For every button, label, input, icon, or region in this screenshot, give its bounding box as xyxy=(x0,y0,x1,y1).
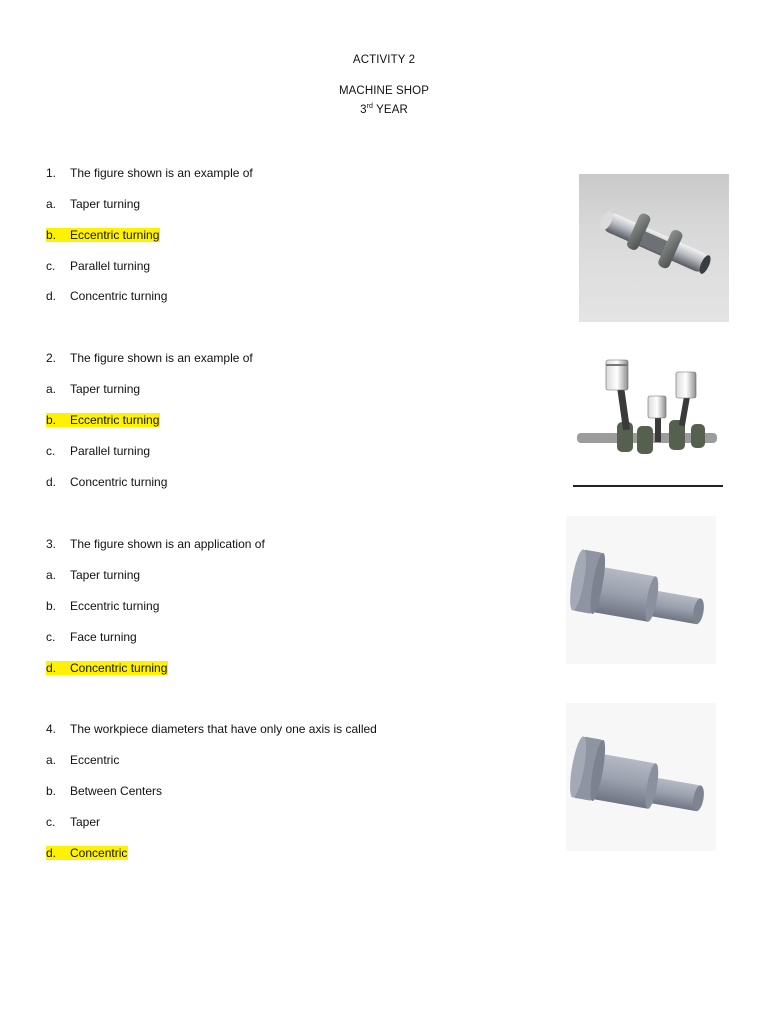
course-name: MACHINE SHOP xyxy=(338,85,430,97)
activity-title: ACTIVITY 2 xyxy=(352,54,416,66)
question-number: 1. xyxy=(46,166,57,180)
option-1a xyxy=(46,196,140,212)
option-letter: d. xyxy=(46,475,57,489)
question-text: The figure shown is an example of xyxy=(70,351,253,365)
option-4a xyxy=(46,752,119,768)
option-2d xyxy=(46,474,167,490)
answer-highlight xyxy=(46,228,160,242)
option-text: Eccentric turning xyxy=(70,413,160,427)
stepped-shaft-image xyxy=(566,703,716,851)
option-letter: a. xyxy=(46,197,57,211)
option-2b-answer xyxy=(46,412,160,428)
option-2a xyxy=(46,381,140,397)
question-2 xyxy=(46,350,253,366)
question-text: The workpiece diameters that have only one axis is called xyxy=(70,722,377,736)
question-number: 4. xyxy=(46,722,57,736)
stepped-shaft-image xyxy=(566,516,716,664)
option-text: Parallel turning xyxy=(70,444,151,458)
option-text: Parallel turning xyxy=(70,259,151,273)
answer-highlight xyxy=(46,413,160,427)
year-word: YEAR xyxy=(373,104,408,116)
stepped-shaft-drawing xyxy=(566,703,716,851)
option-letter: c. xyxy=(46,259,56,273)
option-2c xyxy=(46,443,150,459)
option-letter: d. xyxy=(46,661,57,675)
option-letter: c. xyxy=(46,630,56,644)
option-1d xyxy=(46,288,167,304)
option-letter: a. xyxy=(46,382,57,396)
year-number: 3 xyxy=(360,104,367,116)
option-4c xyxy=(46,814,100,830)
option-3b xyxy=(46,598,159,614)
question-text: The figure shown is an example of xyxy=(70,166,253,180)
option-text: Concentric turning xyxy=(70,475,168,489)
option-letter: b. xyxy=(46,784,57,798)
figure-baseline xyxy=(573,485,723,487)
option-4b xyxy=(46,783,162,799)
option-letter: c. xyxy=(46,444,56,458)
option-text: Concentric turning xyxy=(70,289,168,303)
answer-highlight xyxy=(46,846,128,860)
option-text: Between Centers xyxy=(70,784,163,798)
option-4d-answer xyxy=(46,845,128,861)
option-text: Eccentric xyxy=(70,753,120,767)
course-title xyxy=(0,85,768,97)
option-1b-answer xyxy=(46,227,160,243)
year-suffix: rd xyxy=(366,103,374,110)
option-letter: b. xyxy=(46,228,57,242)
answer-highlight xyxy=(46,661,168,675)
option-letter: c. xyxy=(46,815,56,829)
option-text: Eccentric turning xyxy=(70,599,160,613)
question-3 xyxy=(46,536,265,552)
option-text: Taper turning xyxy=(70,568,141,582)
option-letter: a. xyxy=(46,568,57,582)
piston-crankshaft-drawing xyxy=(573,340,723,488)
option-letter: d. xyxy=(46,846,57,860)
question-text: The figure shown is an application of xyxy=(70,537,265,551)
option-1c xyxy=(46,258,150,274)
stepped-shaft-drawing xyxy=(566,516,716,664)
option-3d-answer xyxy=(46,660,168,676)
option-letter: b. xyxy=(46,413,57,427)
option-3c xyxy=(46,629,137,645)
piston-crankshaft-image xyxy=(573,340,723,488)
camshaft-drawing xyxy=(579,174,729,322)
question-number: 3. xyxy=(46,537,57,551)
question-4 xyxy=(46,721,377,737)
option-letter: a. xyxy=(46,753,57,767)
option-text: Face turning xyxy=(70,630,137,644)
option-text: Taper turning xyxy=(70,197,141,211)
option-text: Taper xyxy=(70,815,101,829)
camshaft-image xyxy=(579,174,729,322)
year-title xyxy=(0,103,768,116)
option-letter: b. xyxy=(46,599,57,613)
option-text: Concentric turning xyxy=(70,661,168,675)
option-3a xyxy=(46,567,140,583)
option-letter: d. xyxy=(46,289,57,303)
option-text: Eccentric turning xyxy=(70,228,160,242)
option-text: Taper turning xyxy=(70,382,141,396)
option-text: Concentric xyxy=(70,846,128,860)
question-number: 2. xyxy=(46,351,57,365)
question-1 xyxy=(46,165,253,181)
